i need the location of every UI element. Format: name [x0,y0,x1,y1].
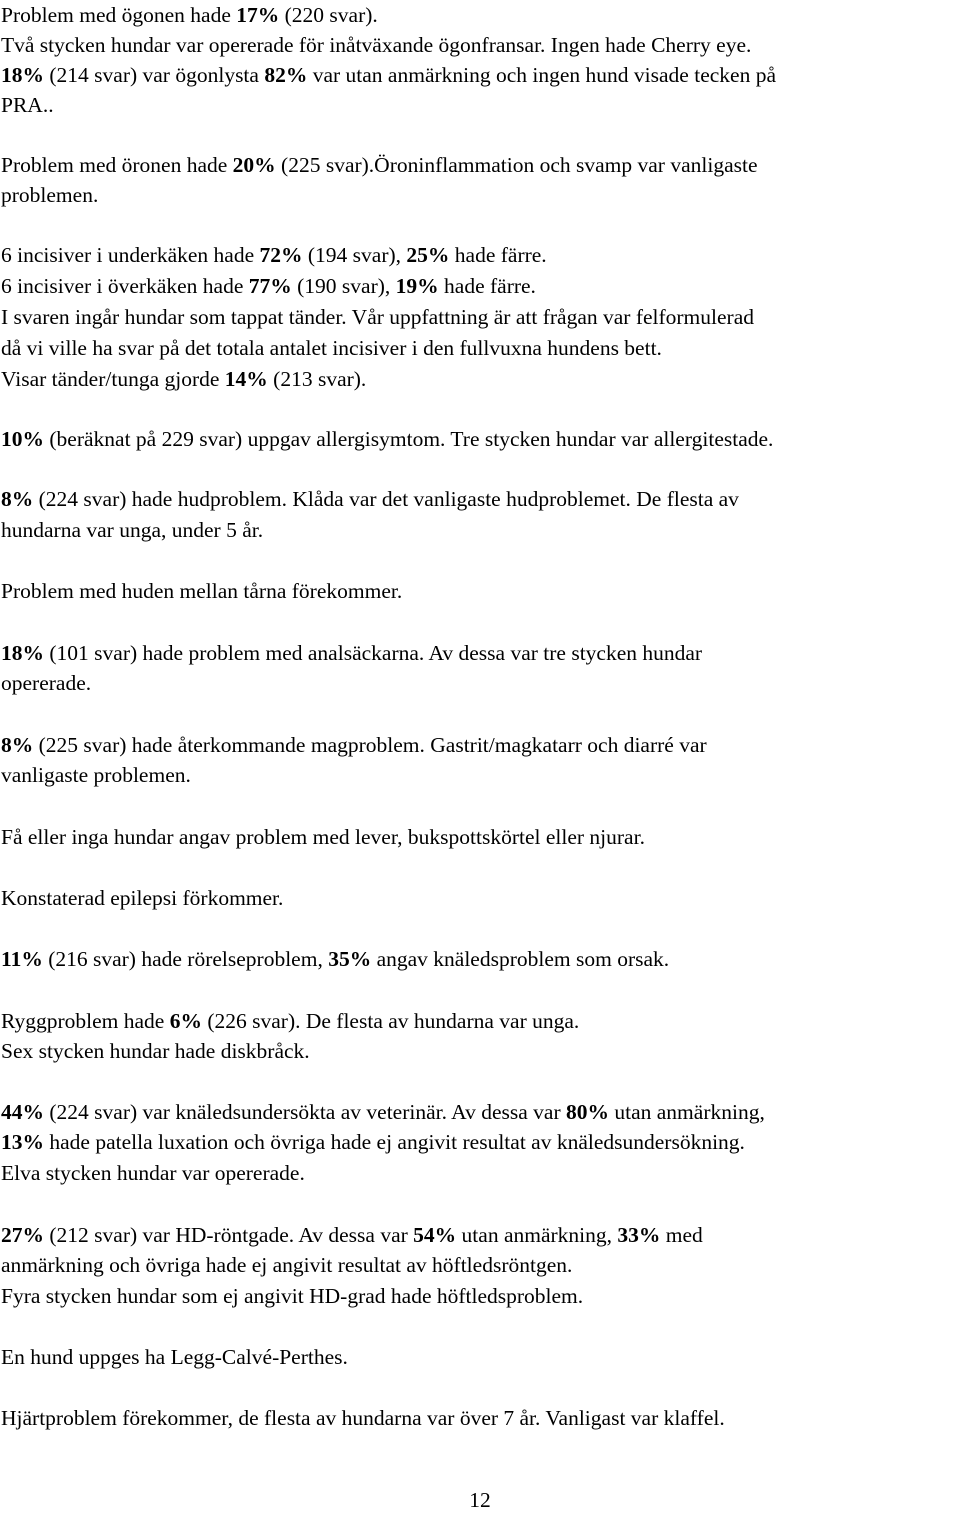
text-segment: Problem med öronen hade [1,153,233,177]
text-segment: (225 svar).Öroninflammation och svamp var vanligaste [275,153,758,177]
bold-percentage: 27% [1,1223,44,1247]
bold-percentage: 80% [566,1100,609,1124]
text-segment: PRA.. [1,93,54,117]
text-segment: 6 incisiver i överkäken hade [1,274,249,298]
text-line [1,883,283,913]
text-line [1,822,645,852]
text-line [1,1403,725,1433]
bold-percentage: 20% [232,153,276,177]
text-line [1,90,54,120]
text-segment: då vi ville ha svar på det totala antalet incisiver i den fullvuxna hundens bett. [1,336,662,360]
text-line [1,180,98,210]
text-segment: utan anmärkning, [609,1100,765,1124]
text-line [1,0,378,30]
text-segment: angav knäledsproblem som orsak. [371,947,670,971]
text-segment: (194 svar), [302,243,407,267]
text-segment: med [660,1223,703,1247]
text-line [1,1220,703,1250]
bold-percentage: 18% [1,63,44,87]
text-segment: (226 svar). De flesta av hundarna var unga. [201,1009,580,1033]
text-line [1,333,662,363]
text-segment: (214 svar) var ögonlysta [44,63,265,87]
text-line [1,302,754,332]
text-segment: Elva stycken hundar var opererade. [1,1161,305,1185]
text-segment: Fyra stycken hundar som ej angivit HD-grad hade höftledsproblem. [1,1284,584,1308]
text-line [1,1281,583,1311]
text-segment: utan anmärkning, [456,1223,618,1247]
text-line [1,1250,572,1280]
bold-percentage: 8% [1,487,34,511]
text-segment: var utan anmärkning och ingen hund visade tecken på [307,63,776,87]
text-line [1,760,191,790]
text-line [1,1097,765,1127]
text-segment: 6 incisiver i underkäken hade [1,243,260,267]
text-segment: Hjärtproblem förekommer, de flesta av hundarna var över 7 år. Vanligast var klaffel. [1,1406,725,1430]
text-segment: Få eller inga hundar angav problem med lever, bukspottskörtel eller njurar. [1,825,645,849]
bold-percentage: 6% [169,1009,202,1033]
text-line [1,730,707,760]
text-segment: opererade. [1,671,92,695]
bold-percentage: 82% [264,63,308,87]
text-line [1,1006,579,1036]
text-segment: hade färre. [449,243,547,267]
text-line [1,668,91,698]
text-line [1,240,547,270]
text-line [1,484,739,514]
bold-percentage: 10% [1,427,44,451]
text-segment: (190 svar), [291,274,396,298]
text-segment: anmärkning och övriga hade ej angivit resultat av höftledsröntgen. [1,1253,573,1277]
bold-percentage: 19% [395,274,439,298]
text-segment: hade färre. [438,274,536,298]
text-line [1,60,776,90]
text-line [1,150,758,180]
text-segment: Sex stycken hundar hade diskbråck. [1,1039,310,1063]
text-segment: Problem med huden mellan tårna förekommer. [1,579,403,603]
text-segment: Två stycken hundar var opererade för inåtväxande ögonfransar. Ingen hade Cherry eye. [1,33,752,57]
text-segment: Ryggproblem hade [1,1009,170,1033]
text-line [1,364,366,394]
text-segment: Problem med ögonen hade [1,3,237,27]
text-line [1,1342,348,1372]
text-line [1,638,702,668]
text-segment: (213 svar). [267,367,367,391]
text-segment: (101 svar) hade problem med analsäckarna. Av dessa var tre stycken hundar [44,641,703,665]
text-segment: (224 svar) hade hudproblem. Klåda var det vanligaste hudproblemet. De flesta av [33,487,739,511]
text-segment: (beräknat på 229 svar) uppgav allergisymtom. Tre stycken hundar var allergitestade. [44,427,774,451]
text-segment: (212 svar) var HD-röntgade. Av dessa var [44,1223,414,1247]
text-line [1,944,669,974]
bold-percentage: 77% [248,274,292,298]
text-line [1,1036,310,1066]
text-line [1,1127,745,1157]
text-line [1,1158,305,1188]
bold-percentage: 17% [236,3,280,27]
text-segment: (220 svar). [279,3,378,27]
bold-percentage: 35% [328,947,372,971]
text-segment: (216 svar) hade rörelseproblem, [42,947,329,971]
text-line [1,515,263,545]
text-segment: problemen. [1,183,99,207]
text-segment: hundarna var unga, under 5 år. [1,518,264,542]
bold-percentage: 33% [617,1223,661,1247]
text-line [1,30,751,60]
text-line [1,424,773,454]
text-segment: hade patella luxation och övriga hade ej angivit resultat av knäledsundersökning. [44,1130,745,1154]
text-segment: (225 svar) hade återkommande magproblem. Gastrit/magkatarr och diarré var [33,733,707,757]
bold-percentage: 13% [1,1130,44,1154]
text-segment: (224 svar) var knäledsundersökta av veterinär. Av dessa var [44,1100,566,1124]
bold-percentage: 44% [1,1100,44,1124]
bold-percentage: 18% [1,641,44,665]
bold-percentage: 72% [259,243,303,267]
text-segment: En hund uppges ha Legg-Calvé-Perthes. [1,1345,348,1369]
bold-percentage: 54% [413,1223,457,1247]
text-line [1,271,536,301]
text-segment: Visar tänder/tunga gjorde [1,367,225,391]
text-segment: I svaren ingår hundar som tappat tänder. Vår uppfattning är att frågan var felformulerad [1,305,755,329]
bold-percentage: 11% [1,947,43,971]
page-number: 12 [469,1488,491,1512]
bold-percentage: 8% [1,733,34,757]
text-segment: vanligaste problemen. [1,763,191,787]
text-segment: Konstaterad epilepsi förkommer. [1,886,284,910]
text-line [1,576,402,606]
bold-percentage: 14% [224,367,268,391]
bold-percentage: 25% [406,243,450,267]
